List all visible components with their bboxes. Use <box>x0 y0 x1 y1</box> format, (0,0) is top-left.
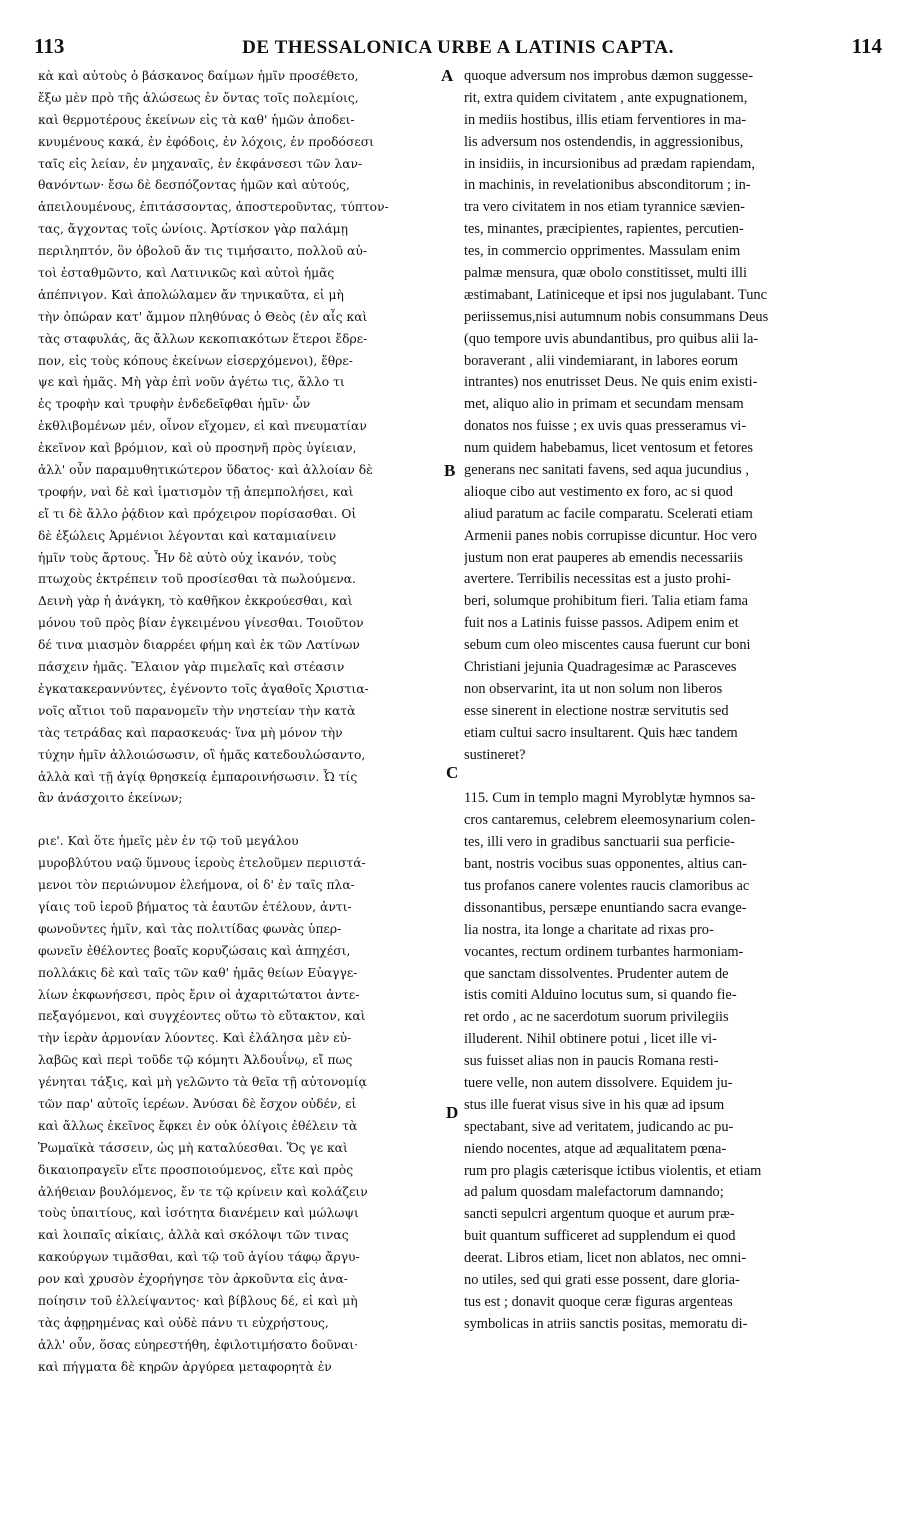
text-line: ἀπέπνιγον. Καὶ ἀπολώλαμεν ἄν τηνικαῦτα, εἰ μὴ <box>38 287 344 302</box>
text-line: πάσχειν ἡμᾶς. Ἔλαιον γὰρ πιμελαῖς καὶ στέασιν <box>38 660 345 675</box>
text-line: cros cantaremus, celebrem eleemosynarium colen- <box>464 812 756 829</box>
text-line: bant, nostris vocibus suas opponentes, altius can- <box>464 856 747 873</box>
text-line: deerat. Libros etiam, licet non ablatos, nec omni- <box>464 1250 747 1267</box>
text-line: πολλάκις δὲ καὶ ταῖς τῶν καθ' ἡμᾶς θείων Εὐαγγε- <box>38 965 358 980</box>
text-line: ριε'. Καὶ ὅτε ἡμεῖς μὲν ἐν τῷ τοῦ μεγάλου <box>38 834 299 849</box>
text-line: λίων ἐκφωνήσεσι, πρὸς ἔριν οἱ ἀχαριτώτατοι ἀντε- <box>38 987 360 1002</box>
text-line: περιληπτόν, ὃν ὀβολοῦ ἄν τις τιμήσαιτο, πολλοῦ αὐ- <box>38 244 367 259</box>
text-line: ταῖς εἰς λείαν, ἐν μηχαναῖς, ἐν ἐκφάνσεσι τῶν λαν- <box>38 156 363 171</box>
text-line: ἀλλὰ καὶ τῇ ἁγίᾳ θρησκείᾳ ἐμπαροινήσωσιν. Ὦ τίς <box>38 769 358 784</box>
text-line: ad palum quosdam malefactorum damnando; <box>464 1184 724 1201</box>
text-line: δέ τινα μιασμὸν διαρρέει φήμη καὶ ἐκ τῶν Λατίνων <box>38 638 360 653</box>
running-title: DE THESSALONICA URBE A LATINIS CAPTA. <box>242 37 674 58</box>
text-line: Armenii panes nobis corrupisse dicuntur. Hoc vero <box>464 527 757 544</box>
text-line: ἀπειλουμένους, ἐπιτάσσοντας, ἀποστεροῦντας, τύπτον- <box>38 200 389 215</box>
text-line: sancti sepulcri argentum quoque et aurum præ- <box>464 1206 735 1223</box>
text-line: τὰς τετράδας καὶ παρασκευάς· ἵνα μὴ μόνον τὴν <box>38 725 343 740</box>
text-line: periissemus,nisi autumnum nobis consummans Deus <box>464 308 769 325</box>
text-line: τὴν ὀπώραν κατ' ἄμμον πληθύνας ὁ Θεὸς (ἐν αἷς καὶ <box>38 309 368 324</box>
text-line: 115. Cum in templo magni Myroblytæ hymnos sa- <box>464 790 756 807</box>
text-line: (quo tempore uvis abundantibus, pro quibus alii la- <box>464 330 759 347</box>
text-line: quoque adversum nos improbus dæmon suggesse- <box>464 68 753 84</box>
text-line: lis adversum nos ostendendis, in aggressionibus, <box>464 133 744 150</box>
margin-marker-c: C <box>446 763 459 782</box>
text-line: ποίησιν τοῦ ἐλλείψαντος· καὶ βίβλους δέ, εἰ καὶ μὴ <box>38 1293 358 1308</box>
text-line: νοῖς αἴτιοι τοῦ παρανομεῖν τὴν νηστείαν τὴν κατὰ <box>38 703 356 718</box>
text-line: Δεινὴ γὰρ ἡ ἀνάγκη, τὸ καθῆκον ἐκκρούεσθαι, καὶ <box>38 594 353 609</box>
text-line: esse sinerent in electione nostræ servitutis sed <box>464 702 729 719</box>
text-line: γίαις τοῦ ἱεροῦ βήματος τὰ ἑαυτῶν ἐτέλουν, ἀντι- <box>38 899 352 914</box>
text-line: alioque cibo aut vestimento ex foro, ac si quod <box>464 483 733 500</box>
text-line: intrantes) nos enutrisset Deus. Ne quis enim existi- <box>464 374 758 391</box>
text-line: πτωχοὺς ἐκτρέπειν τοῦ προσίεσθαι τὰ πωλούμενα. <box>38 572 356 587</box>
text-line: non observarint, ita ut non solum non liberos <box>464 680 723 697</box>
text-line: in mediis hostibus, illis etiam ferventiores in ma- <box>464 111 747 128</box>
text-line: ἡμῖν τοὺς ἄρτους. Ἦν δὲ αὐτὸ οὐχ ἱκανόν, τοὺς <box>38 550 337 565</box>
text-line: tus profanos canere volentes raucis clamoribus ac <box>464 877 750 894</box>
text-line: ἐς τροφὴν καὶ τρυφὴν ἐνδεδεῖφθαι ἡμῖν· ὧν <box>38 397 311 412</box>
text-line: μόνου τοῦ πρὸς βίαν ἐγκειμένου γίνεσθαι. Τοιοῦτον <box>38 616 364 631</box>
paragraph-gap <box>38 810 438 831</box>
text-line: tes, illi vero in gradibus sanctuarii sua perficie- <box>464 834 735 851</box>
text-line: beri, solumque prohibitum fieri. Talia etiam fama <box>464 593 749 610</box>
text-line: in insidiis, in incursionibus ad prædam rapiendam, <box>464 155 755 172</box>
text-line: niendo nocentes, atque ad æqualitatem pœna- <box>464 1140 727 1157</box>
text-line: vocantes, rectum ordinem turbantes harmoniam- <box>464 943 744 960</box>
margin-marker-a: A <box>441 66 454 85</box>
text-line: in machinis, in revelationibus absconditorum ; in- <box>464 177 751 194</box>
text-line: ἀλλ' οὖν παραμυθητικώτερον ὕδατος· καὶ ἀλλοίαν δὲ <box>38 463 373 478</box>
text-line: justum non erat pauperes ab emendis necessariis <box>464 549 743 566</box>
text-line: δικαιοπραγεῖν εἴτε προσποιούμενος, εἴτε καὶ πρὸς <box>38 1162 354 1177</box>
text-line: Ῥωμαϊκὰ τάσσειν, ὡς μὴ καταλύεσθαι. Ὅς γε καὶ <box>38 1140 348 1155</box>
text-line: ἀλήθειαν βουλόμενος, ἔν τε τῷ κρίνειν καὶ κολάζειν <box>38 1184 368 1199</box>
text-line: illuderent. Nihil obtinere potui , licet ille vi- <box>464 1031 717 1048</box>
text-line: μυροβλύτου ναῷ ὕμνους ἱεροὺς ἐτελοῦμεν περιιστά- <box>38 856 366 871</box>
text-line: spectabant, sive ad veritatem, judicando ac pu- <box>464 1118 734 1135</box>
text-line: ἀλλ' οὖν, ὅσας εὐηρεστήθη, ἐφιλοτιμήσατο δοῦναι· <box>38 1337 359 1352</box>
text-line: λαβῶς καὶ περὶ τοῦδε τῷ κόμητι Ἀλδουΐνῳ, εἴ πως <box>38 1053 353 1068</box>
text-line: aliud paratum ac facile comparatu. Scelerati etiam <box>464 505 753 522</box>
text-line: τὰς σταφυλάς, ἃς ἄλλων κεκοπιακότων ἕτεροι ἔδρε- <box>38 331 368 346</box>
text-line: rit, extra quidem civitatem , ante expugnationem, <box>464 89 748 106</box>
text-line: τῶν παρ' αὐτοῖς ἱερέων. Ἀνύσαι δὲ ἔσχον οὐδέν, εἰ <box>38 1096 357 1111</box>
text-line: etiam cultui sacro insultarent. Quis hæc tandem <box>464 724 738 741</box>
text-line: lia nostra, ita longe a charitate ad rixas pro- <box>464 921 714 938</box>
text-line: æstimabant, Latiniceque et ipsi nos jugulabant. Tunc <box>464 286 767 303</box>
text-line: tus est ; donavit quoque ceræ figuras argenteas <box>464 1293 733 1310</box>
text-line: palmæ mensura, quæ obolo constitisset, multi illi <box>464 265 748 282</box>
text-line: φωνεῖν ἐθέλοντες βοαῖς κορυζώσαις καὶ ἀπηχέσι, <box>38 943 351 958</box>
text-line: μενοι τὸν περιώνυμον ἐλεήμονα, οἱ δ' ἐν ταῖς πλα- <box>38 878 355 893</box>
text-line: θανόντων· ἔσω δὲ δεσπόζοντας ἡμῶν καὶ αὐτούς, <box>38 178 350 193</box>
text-line: num quidem habebamus, licet ventosum et fetores <box>464 440 753 457</box>
text-line: sustineret? <box>464 746 526 763</box>
text-line: φωνοῦντες ἡμῖν, καὶ τὰς πολιτίδας φωνὰς ὑπερ- <box>38 921 342 936</box>
text-line: fuit nos a Latinis fuisse passos. Adipem enim et <box>464 615 739 632</box>
text-line: stus ille fuerat visus sive in his quæ ad ipsum <box>464 1096 725 1113</box>
text-line: τοὺς ὑπαιτίους, καὶ ἰσότητα διανέμειν καὶ μώλωψι <box>38 1206 359 1221</box>
text-line: τύχην ἡμῖν ἀλλοιώσωσιν, οἳ ἡμᾶς κατεδουλώσαντο, <box>38 747 366 762</box>
text-line: ἔξω μὲν πρὸ τῆς ἁλώσεως ἐν ὄντας τοῖς πολεμίοις, <box>38 90 359 105</box>
text-line: πον, εἰς τοὺς κόπους ἐκείνων εἰσερχόμενοι), ἔθρε- <box>38 353 353 368</box>
text-line: ἐγκατακεραννύντες, ἐγένοντο τοῖς ἀγαθοῖς Χριστια- <box>38 681 369 696</box>
text-line: δὲ ἐξώλεις Ἀρμένιοι λέγονται καὶ καταμιαίνειν <box>38 528 337 543</box>
text-line: que sanctam dissolventes. Prudenter autem de <box>464 965 729 982</box>
text-line: symbolicas in atriis sanctis positas, memoratu di- <box>464 1315 748 1332</box>
text-line: dissonantibus, persæpe enuntiando sacra evange- <box>464 899 747 916</box>
text-line: ἐκθλιβομένων μέν, οἶνον εἴχομεν, εἰ καὶ πνευματίαν <box>38 419 367 434</box>
text-line: tra vero civitatem in nos etiam tyrannice sævien- <box>464 199 745 216</box>
right-page-number: 114 <box>851 34 882 58</box>
text-line: sebum cum oleo miscentes causa fuerunt cur boni <box>464 637 751 654</box>
text-line: καὶ λοιπαῖς αἰκίαις, ἀλλὰ καὶ σκόλοψι τῶν τινας <box>38 1228 349 1243</box>
text-line: εἴ τι δὲ ἄλλο ῥᾴδιον καὶ πρόχειρον πορίσασθαι. Οἱ <box>38 506 357 521</box>
text-line: tuere velle, non autem dissolvere. Equidem ju- <box>464 1074 733 1091</box>
text-line: τοὶ ἐσταθμῶντο, καὶ Λατινικῶς καὶ αὐτοὶ ἡμᾶς <box>38 266 335 281</box>
text-line: buit quantum sufficeret ad supplendum ei quod <box>464 1228 736 1245</box>
text-line: καὶ θερμοτέρους ἐκείνων εἰς τὰ καθ' ἡμῶν ἀποδει- <box>38 112 355 127</box>
text-line: ἂν ἀνάσχοιτο ἐκείνων; <box>38 791 183 806</box>
greek-text-column <box>38 66 438 1379</box>
text-line: ret ordo , ac ne sacerdotum suorum privilegiis <box>464 1009 729 1026</box>
latin-text-column <box>464 66 878 1336</box>
text-line: κὰ καὶ αὐτοὺς ὁ βάσκανος δαίμων ἡμῖν προσέθετο, <box>38 69 359 83</box>
text-line: τὴν ἱερὰν ἁρμονίαν λύοντες. Καὶ ἐλάλησα μὲν εὐ- <box>38 1031 352 1046</box>
margin-marker-b: B <box>444 461 456 480</box>
text-line: καὶ πήγματα δὲ κηρῶν ἀργύρεα μεταφορητὰ ἐν <box>38 1359 332 1374</box>
text-line: tes, minantes, præcipientes, rapientes, percutien- <box>464 221 744 238</box>
text-line: ψε καὶ ἡμᾶς. Μὴ γὰρ ἐπὶ νοῦν ἀγέτω τις, ἄλλο τι <box>38 375 345 390</box>
text-line: κακούργων τιμᾶσθαι, καὶ τῷ τοῦ ἁγίου τάφῳ ἄργυ- <box>38 1250 360 1265</box>
text-line: καὶ ἄλλως ἐκεῖνος ἔφκει ἐν οὐκ ὀλίγοις ἐθέλειν τὰ <box>38 1118 358 1133</box>
text-line: Christiani jejunia Quadragesimæ ac Parasceves <box>464 659 737 676</box>
text-line: ἐκεῖνον καὶ βρόμιον, καὶ οὐ προσηνῆ πρὸς ὑγίειαν, <box>38 441 357 456</box>
left-page-number: 113 <box>34 34 65 58</box>
text-line: πεξαγόμενοι, καὶ συγχέοντες οὕτω τὸ εὔτακτον, καὶ <box>38 1009 366 1024</box>
text-line: τας, ἄγχοντας τοῖς ὠνίοις. Ἀρτίσκον γὰρ παλάμῃ <box>38 222 349 237</box>
text-line: sus fuisset alias non in paucis Romana resti- <box>464 1053 719 1070</box>
margin-marker-d: D <box>446 1103 459 1122</box>
text-line: rum pro plagis cæterisque ictibus violentis, et etiam <box>464 1162 762 1179</box>
text-line: boraverant , alii vindemiarant, in labores eorum <box>464 352 739 369</box>
text-line: τὰς ἀφῃρημένας καὶ οὐδὲ πάνυ τι εὐχρήστους, <box>38 1315 329 1330</box>
text-line: κνυμένους κακά, ἐν ἐφόδοις, ἐν λόχοις, ἐν προδόσεσι <box>38 134 374 149</box>
text-line: donatos nos fuisse ; ex uvis quas presseramus vi- <box>464 418 747 435</box>
running-header <box>34 34 882 58</box>
text-line: no utiles, sed qui grati esse possent, dare gloria- <box>464 1271 740 1288</box>
text-line <box>464 767 878 789</box>
text-line: generans nec sanitati favens, sed aqua jucundius , <box>464 462 749 479</box>
text-line: istis comiti Alduino locutus sum, si quando fie- <box>464 987 737 1004</box>
text-line: γένηται τάξις, καὶ μὴ γελῶντο τὰ θεῖα τῇ αὐτονομίᾳ <box>38 1075 367 1090</box>
text-line: met, aliquo alio in primam et secundam mensam <box>464 396 744 413</box>
text-line: avertere. Terribilis necessitas est a justo prohi- <box>464 571 731 588</box>
text-line: τροφήν, ναὶ δὲ καὶ ἱματισμὸν τῇ ἀπεμπολήσει, καὶ <box>38 484 354 499</box>
text-line: ρον καὶ χρυσὸν ἐχορήγησε τὸν ἀρκοῦντα εἰς ἀνα- <box>38 1272 348 1287</box>
text-line: tes, in commercio opprimentes. Massulam enim <box>464 243 741 260</box>
